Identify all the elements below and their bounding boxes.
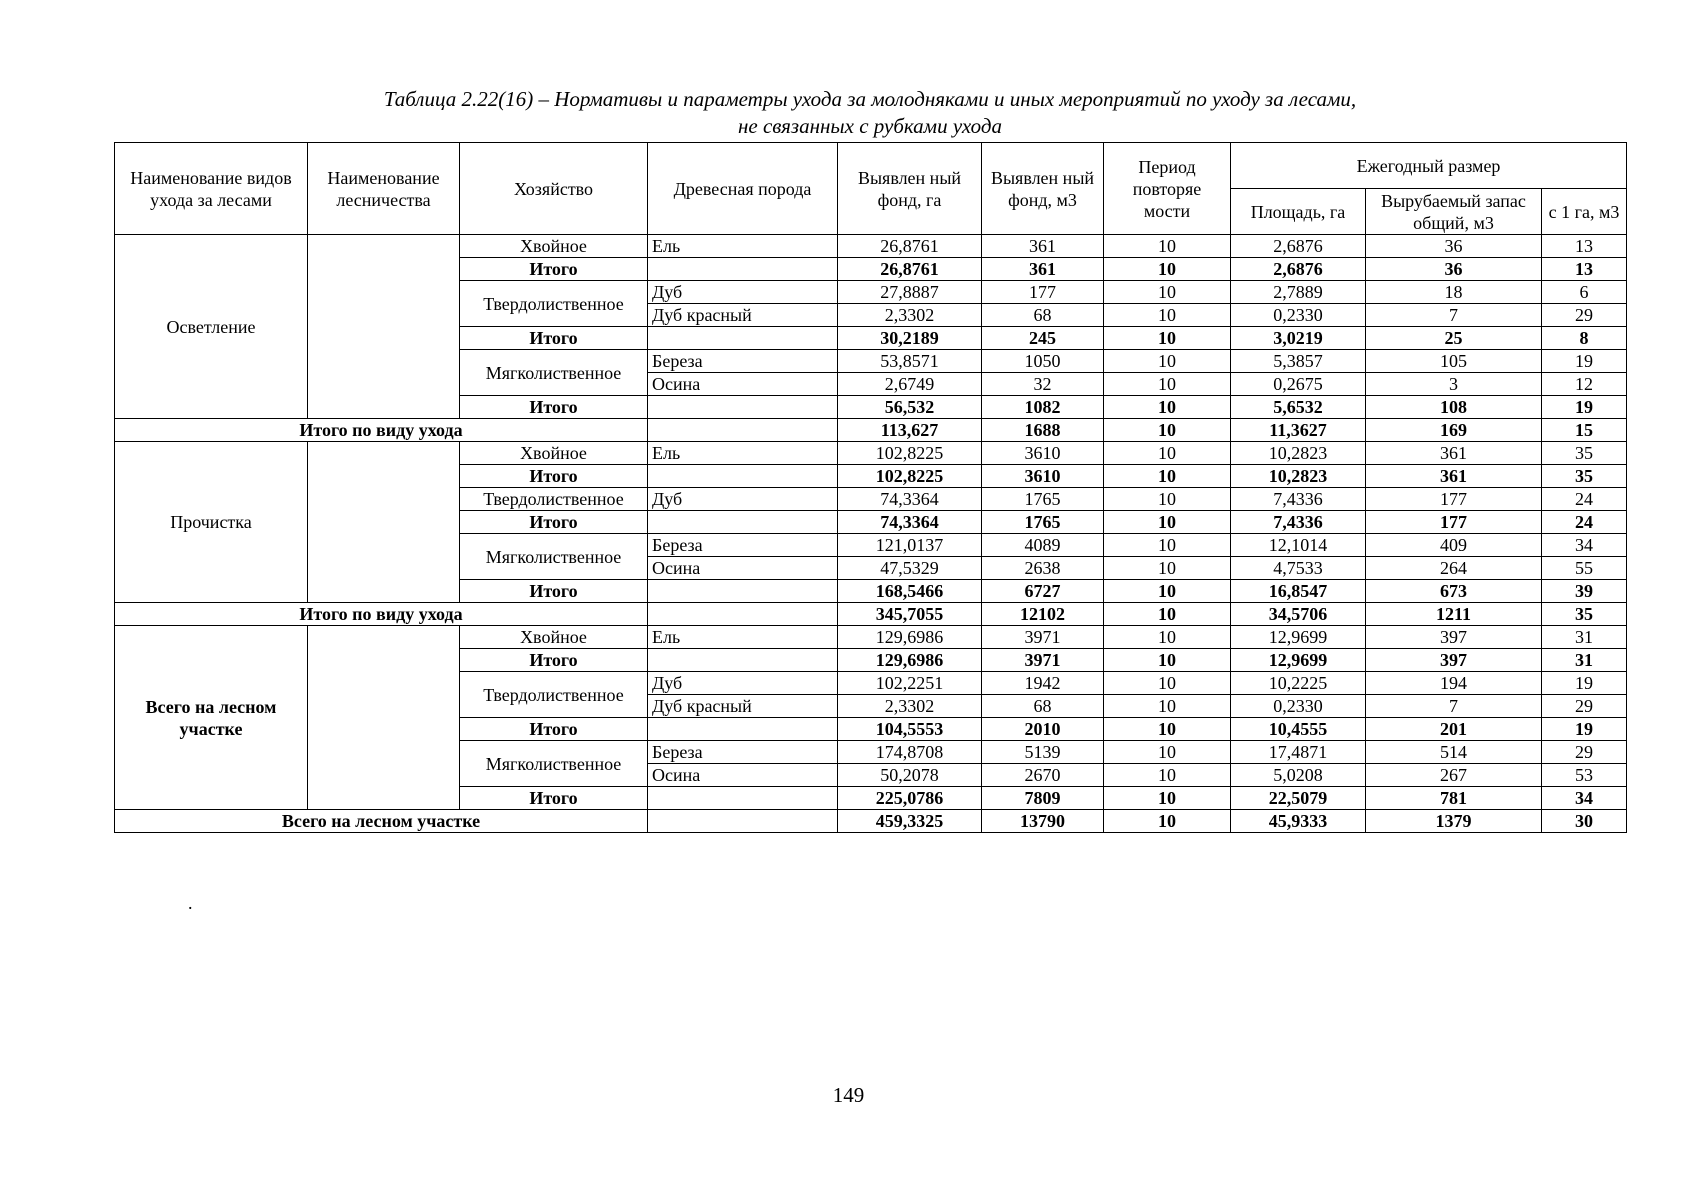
section-total-fund-m3: 13790	[982, 810, 1104, 833]
farm-cell: Твердолиственное	[460, 488, 648, 511]
subtotal-fund-m3: 245	[982, 327, 1104, 350]
value-cell-period: 10	[1104, 764, 1231, 787]
table-caption	[114, 86, 1626, 140]
section-total-per-ha: 15	[1542, 419, 1627, 442]
value-cell-fund-m3: 4089	[982, 534, 1104, 557]
section-total-fund-ha: 113,627	[838, 419, 982, 442]
value-cell-stock: 18	[1366, 281, 1542, 304]
header-farm: Хозяйство	[460, 143, 648, 235]
value-cell-period: 10	[1104, 741, 1231, 764]
value-cell-period: 10	[1104, 626, 1231, 649]
subtotal-fund-ha: 104,5553	[838, 718, 982, 741]
value-cell-period: 10	[1104, 281, 1231, 304]
subtotal-fund-ha: 102,8225	[838, 465, 982, 488]
subtotal-area: 16,8547	[1231, 580, 1366, 603]
value-cell-period: 10	[1104, 442, 1231, 465]
value-cell-fund-ha: 129,6986	[838, 626, 982, 649]
subtotal-fund-m3: 6727	[982, 580, 1104, 603]
section-total-row	[115, 419, 1627, 442]
header-species: Древесная порода	[648, 143, 838, 235]
value-cell-area: 5,3857	[1231, 350, 1366, 373]
value-cell-per-ha: 24	[1542, 488, 1627, 511]
subtotal-fund-ha: 30,2189	[838, 327, 982, 350]
table-row	[115, 235, 1627, 258]
subtotal-fund-m3: 1082	[982, 396, 1104, 419]
value-cell-area: 7,4336	[1231, 488, 1366, 511]
subtotal-fund-m3: 3610	[982, 465, 1104, 488]
species-cell	[648, 419, 838, 442]
subtotal-period: 10	[1104, 396, 1231, 419]
subtotal-stock: 177	[1366, 511, 1542, 534]
page-number: 149	[832, 1083, 865, 1107]
subtotal-fund-ha: 26,8761	[838, 258, 982, 281]
value-cell-stock: 7	[1366, 304, 1542, 327]
subtotal-stock: 201	[1366, 718, 1542, 741]
species-cell: Дуб красный	[648, 695, 838, 718]
value-cell-period: 10	[1104, 235, 1231, 258]
species-cell: Береза	[648, 534, 838, 557]
subtotal-fund-m3: 1765	[982, 511, 1104, 534]
subtotal-per-ha: 39	[1542, 580, 1627, 603]
value-cell-per-ha: 12	[1542, 373, 1627, 396]
header-per-ha: с 1 га, м3	[1542, 189, 1627, 235]
table-row	[115, 626, 1627, 649]
subtotal-period: 10	[1104, 649, 1231, 672]
section-total-fund-ha: 345,7055	[838, 603, 982, 626]
subtotal-label: Итого	[460, 649, 648, 672]
species-cell	[648, 810, 838, 833]
value-cell-fund-m3: 177	[982, 281, 1104, 304]
subtotal-fund-m3: 7809	[982, 787, 1104, 810]
farm-cell: Мягколиственное	[460, 741, 648, 787]
value-cell-fund-ha: 74,3364	[838, 488, 982, 511]
value-cell-stock: 194	[1366, 672, 1542, 695]
forestry-cell	[308, 626, 460, 810]
value-cell-per-ha: 19	[1542, 350, 1627, 373]
species-cell: Осина	[648, 557, 838, 580]
value-cell-per-ha: 6	[1542, 281, 1627, 304]
value-cell-fund-m3: 1050	[982, 350, 1104, 373]
subtotal-label: Итого	[460, 327, 648, 350]
subtotal-per-ha: 13	[1542, 258, 1627, 281]
farm-cell: Твердолиственное	[460, 672, 648, 718]
value-cell-area: 2,6876	[1231, 235, 1366, 258]
subtotal-fund-ha: 56,532	[838, 396, 982, 419]
table-body	[115, 235, 1627, 833]
value-cell-period: 10	[1104, 695, 1231, 718]
value-cell-per-ha: 29	[1542, 741, 1627, 764]
subtotal-stock: 361	[1366, 465, 1542, 488]
value-cell-stock: 397	[1366, 626, 1542, 649]
caption-line-2: не связанных с рубками ухода	[737, 114, 1003, 138]
subtotal-period: 10	[1104, 787, 1231, 810]
subtotal-per-ha: 24	[1542, 511, 1627, 534]
farm-cell: Мягколиственное	[460, 350, 648, 396]
subtotal-label: Итого	[460, 465, 648, 488]
subtotal-period: 10	[1104, 511, 1231, 534]
section-total-stock: 1211	[1366, 603, 1542, 626]
forestry-cell	[308, 442, 460, 603]
value-cell-per-ha: 34	[1542, 534, 1627, 557]
value-cell-fund-ha: 47,5329	[838, 557, 982, 580]
value-cell-per-ha: 35	[1542, 442, 1627, 465]
subtotal-stock: 108	[1366, 396, 1542, 419]
value-cell-fund-ha: 27,8887	[838, 281, 982, 304]
subtotal-area: 12,9699	[1231, 649, 1366, 672]
footnote-mark: .	[188, 893, 193, 913]
value-cell-fund-ha: 50,2078	[838, 764, 982, 787]
farm-cell: Хвойное	[460, 626, 648, 649]
value-cell-stock: 105	[1366, 350, 1542, 373]
header-forestry: Наименование лесничества	[308, 143, 460, 235]
section-total-per-ha: 30	[1542, 810, 1627, 833]
value-cell-period: 10	[1104, 373, 1231, 396]
section-total-fund-ha: 459,3325	[838, 810, 982, 833]
species-cell: Осина	[648, 373, 838, 396]
care-type-cell: Прочистка	[115, 442, 308, 603]
subtotal-fund-ha: 168,5466	[838, 580, 982, 603]
subtotal-period: 10	[1104, 327, 1231, 350]
species-cell	[648, 603, 838, 626]
header-area: Площадь, га	[1231, 189, 1366, 235]
value-cell-period: 10	[1104, 534, 1231, 557]
section-total-fund-m3: 1688	[982, 419, 1104, 442]
species-cell	[648, 511, 838, 534]
subtotal-per-ha: 31	[1542, 649, 1627, 672]
subtotal-area: 7,4336	[1231, 511, 1366, 534]
section-total-label: Итого по виду ухода	[115, 419, 648, 442]
care-type-cell: Осветление	[115, 235, 308, 419]
subtotal-label: Итого	[460, 396, 648, 419]
section-total-period: 10	[1104, 810, 1231, 833]
header-period: Период повторяе мости	[1104, 143, 1231, 235]
species-cell: Осина	[648, 764, 838, 787]
section-total-label: Всего на лесном участке	[115, 810, 648, 833]
value-cell-period: 10	[1104, 304, 1231, 327]
species-cell	[648, 465, 838, 488]
care-type-cell: Всего на лесном участке	[115, 626, 308, 810]
value-cell-stock: 409	[1366, 534, 1542, 557]
subtotal-area: 3,0219	[1231, 327, 1366, 350]
header-stock: Вырубаемый запас общий, м3	[1366, 189, 1542, 235]
value-cell-per-ha: 13	[1542, 235, 1627, 258]
value-cell-fund-ha: 121,0137	[838, 534, 982, 557]
value-cell-stock: 361	[1366, 442, 1542, 465]
subtotal-area: 10,2823	[1231, 465, 1366, 488]
subtotal-stock: 673	[1366, 580, 1542, 603]
value-cell-area: 0,2330	[1231, 304, 1366, 327]
value-cell-area: 2,7889	[1231, 281, 1366, 304]
subtotal-label: Итого	[460, 718, 648, 741]
subtotal-label: Итого	[460, 580, 648, 603]
value-cell-stock: 267	[1366, 764, 1542, 787]
section-total-per-ha: 35	[1542, 603, 1627, 626]
value-cell-period: 10	[1104, 557, 1231, 580]
section-total-label: Итого по виду ухода	[115, 603, 648, 626]
value-cell-fund-ha: 174,8708	[838, 741, 982, 764]
section-total-area: 34,5706	[1231, 603, 1366, 626]
header-annual: Ежегодный размер	[1231, 143, 1627, 189]
subtotal-stock: 25	[1366, 327, 1542, 350]
value-cell-area: 17,4871	[1231, 741, 1366, 764]
subtotal-label: Итого	[460, 511, 648, 534]
subtotal-fund-m3: 2010	[982, 718, 1104, 741]
value-cell-area: 10,2225	[1231, 672, 1366, 695]
value-cell-fund-m3: 2670	[982, 764, 1104, 787]
value-cell-fund-m3: 361	[982, 235, 1104, 258]
value-cell-fund-m3: 2638	[982, 557, 1104, 580]
value-cell-fund-ha: 53,8571	[838, 350, 982, 373]
subtotal-stock: 36	[1366, 258, 1542, 281]
caption-line-1: Таблица 2.22(16) – Нормативы и параметры ухода за молодняками и иных мероприятий по уходу за лесами,	[383, 87, 1357, 111]
value-cell-per-ha: 53	[1542, 764, 1627, 787]
value-cell-stock: 7	[1366, 695, 1542, 718]
subtotal-per-ha: 34	[1542, 787, 1627, 810]
species-cell	[648, 718, 838, 741]
species-cell	[648, 396, 838, 419]
species-cell: Дуб	[648, 281, 838, 304]
header-fund-ha: Выявлен ный фонд, га	[838, 143, 982, 235]
value-cell-per-ha: 29	[1542, 304, 1627, 327]
value-cell-fund-m3: 3610	[982, 442, 1104, 465]
value-cell-fund-ha: 2,3302	[838, 695, 982, 718]
species-cell	[648, 787, 838, 810]
subtotal-area: 2,6876	[1231, 258, 1366, 281]
species-cell: Ель	[648, 442, 838, 465]
subtotal-period: 10	[1104, 580, 1231, 603]
value-cell-period: 10	[1104, 672, 1231, 695]
table-row	[115, 442, 1627, 465]
value-cell-fund-m3: 68	[982, 304, 1104, 327]
subtotal-period: 10	[1104, 465, 1231, 488]
forest-care-table	[114, 142, 1627, 833]
section-total-stock: 169	[1366, 419, 1542, 442]
value-cell-stock: 514	[1366, 741, 1542, 764]
section-total-area: 11,3627	[1231, 419, 1366, 442]
species-cell: Ель	[648, 626, 838, 649]
value-cell-area: 10,2823	[1231, 442, 1366, 465]
subtotal-stock: 781	[1366, 787, 1542, 810]
value-cell-stock: 3	[1366, 373, 1542, 396]
value-cell-period: 10	[1104, 350, 1231, 373]
farm-cell: Твердолиственное	[460, 281, 648, 327]
value-cell-period: 10	[1104, 488, 1231, 511]
value-cell-fund-ha: 102,2251	[838, 672, 982, 695]
value-cell-area: 0,2675	[1231, 373, 1366, 396]
value-cell-area: 0,2330	[1231, 695, 1366, 718]
value-cell-fund-ha: 2,3302	[838, 304, 982, 327]
value-cell-fund-m3: 1765	[982, 488, 1104, 511]
species-cell: Береза	[648, 350, 838, 373]
subtotal-per-ha: 19	[1542, 718, 1627, 741]
subtotal-fund-m3: 3971	[982, 649, 1104, 672]
subtotal-period: 10	[1104, 718, 1231, 741]
header-care-type: Наименование видов ухода за лесами	[115, 143, 308, 235]
farm-cell: Хвойное	[460, 442, 648, 465]
subtotal-per-ha: 8	[1542, 327, 1627, 350]
value-cell-fund-m3: 32	[982, 373, 1104, 396]
value-cell-area: 4,7533	[1231, 557, 1366, 580]
subtotal-label: Итого	[460, 258, 648, 281]
subtotal-stock: 397	[1366, 649, 1542, 672]
section-total-area: 45,9333	[1231, 810, 1366, 833]
value-cell-fund-ha: 102,8225	[838, 442, 982, 465]
section-total-period: 10	[1104, 419, 1231, 442]
section-total-row	[115, 603, 1627, 626]
value-cell-fund-m3: 1942	[982, 672, 1104, 695]
value-cell-per-ha: 29	[1542, 695, 1627, 718]
subtotal-fund-m3: 361	[982, 258, 1104, 281]
value-cell-area: 12,1014	[1231, 534, 1366, 557]
value-cell-per-ha: 19	[1542, 672, 1627, 695]
subtotal-area: 5,6532	[1231, 396, 1366, 419]
section-total-period: 10	[1104, 603, 1231, 626]
farm-cell: Хвойное	[460, 235, 648, 258]
species-cell	[648, 327, 838, 350]
species-cell: Дуб	[648, 488, 838, 511]
value-cell-fund-m3: 3971	[982, 626, 1104, 649]
section-total-fund-m3: 12102	[982, 603, 1104, 626]
section-total-row	[115, 810, 1627, 833]
subtotal-per-ha: 19	[1542, 396, 1627, 419]
header-fund-m3: Выявлен ный фонд, м3	[982, 143, 1104, 235]
value-cell-fund-m3: 5139	[982, 741, 1104, 764]
value-cell-fund-ha: 26,8761	[838, 235, 982, 258]
value-cell-stock: 264	[1366, 557, 1542, 580]
value-cell-per-ha: 55	[1542, 557, 1627, 580]
value-cell-fund-ha: 2,6749	[838, 373, 982, 396]
value-cell-fund-m3: 68	[982, 695, 1104, 718]
species-cell	[648, 258, 838, 281]
value-cell-area: 5,0208	[1231, 764, 1366, 787]
subtotal-label: Итого	[460, 787, 648, 810]
value-cell-stock: 36	[1366, 235, 1542, 258]
value-cell-area: 12,9699	[1231, 626, 1366, 649]
subtotal-per-ha: 35	[1542, 465, 1627, 488]
species-cell: Ель	[648, 235, 838, 258]
subtotal-period: 10	[1104, 258, 1231, 281]
species-cell: Дуб	[648, 672, 838, 695]
species-cell	[648, 649, 838, 672]
value-cell-stock: 177	[1366, 488, 1542, 511]
species-cell: Дуб красный	[648, 304, 838, 327]
subtotal-fund-ha: 129,6986	[838, 649, 982, 672]
value-cell-per-ha: 31	[1542, 626, 1627, 649]
species-cell	[648, 580, 838, 603]
section-total-stock: 1379	[1366, 810, 1542, 833]
farm-cell: Мягколиственное	[460, 534, 648, 580]
species-cell: Береза	[648, 741, 838, 764]
subtotal-area: 10,4555	[1231, 718, 1366, 741]
subtotal-fund-ha: 225,0786	[838, 787, 982, 810]
subtotal-fund-ha: 74,3364	[838, 511, 982, 534]
forestry-cell	[308, 235, 460, 419]
subtotal-area: 22,5079	[1231, 787, 1366, 810]
